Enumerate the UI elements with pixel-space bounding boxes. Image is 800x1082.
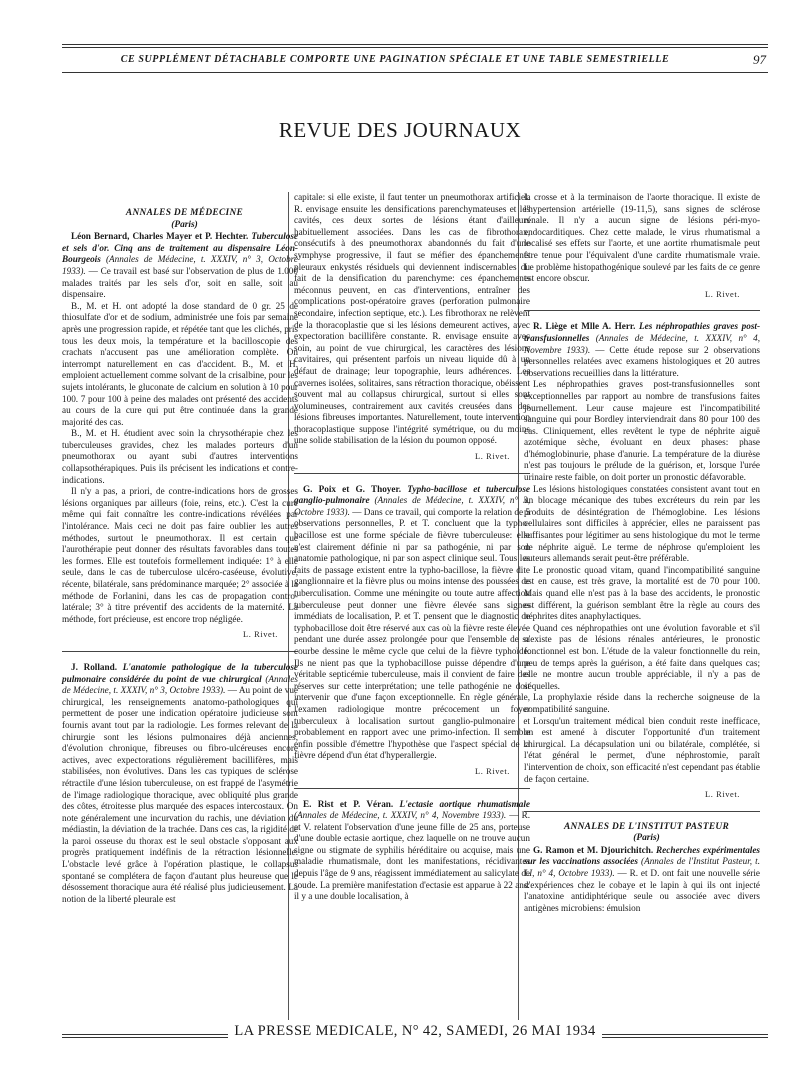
article-text: — Ce travail est basé sur l'observation de plus de 1.000 malades traités par les sels d'or, soit en salle, soit au dispensaire. xyxy=(62,265,298,300)
article-text: — Au point de vue chirurgical, les renseignements anatomo-pathologiques qui permettent de poser une indication opératoire judicieuse sont fournis avant tout par la radiologie. Les formes relevant de la chirurgie sont les lésions pulmonaires déjà anciennes, d'évolution chronique, fibreuses ou fibro-ulcéreuses encore actives, avec expectorations régulièrement bacillifères, mais stabilisées, non évolutives. Dans les cas typiques de sclérose rétractile d'une lésion tuberculeuse, on est frappé de l'asymétrie de l'image radiologique thoracique, avec obliquité plus grande des côtes, étroitesse plus marquée des espaces intercostaux. On note généralement une incurvation du rachis, une déviation du médiastin, la déviation de la trachée. Dans ces cas, la rigidité de la paroi osseuse du thorax est le seul obstacle s'opposant aux progrès pratiquement indéfinis de la rétraction lésionnelle. L'obstacle levé grâce à l'opération plastique, le collapsus spontané se complétera de façon d'autant plus heureuse que le désossement thoracique aura été réalisé plus judicieusement. La notion de la liberté pleurale est xyxy=(62,685,299,904)
page-header xyxy=(62,50,768,70)
article-continuation: la crosse et à la terminaison de l'aorte thoracique. Il existe de l'hypertension artérielle (19-11,5), sans signes de sclérose rénale. Il n'y a aucun signe de lésions péri-myo-endocarditiques. Chez cette malade, le virus rhumatismal a localisé ses effets sur l'aorte, et une aortite rhumatismale peut être tenue pour l'équivalent d'une cardite rhumatismale vraie. Le problème histopathogénique soulevé par les faits de ce genre est encore obscur. xyxy=(524,192,760,284)
journal-heading: ANNALES DE MÉDECINE xyxy=(125,208,244,218)
running-title: CE SUPPLÉMENT DÉTACHABLE COMPORTE UNE PAGINATION SPÉCIALE ET UNE TABLE SEMESTRIELLE xyxy=(120,54,670,65)
page-number: 97 xyxy=(753,52,766,67)
article-paragraph: Le pronostic quoad vitam, quand l'incompatibilité sanguine est en cause, est très grave, la mortalité est de 70 pour 100. Mais quand elle n'est pas à la base des accidents, le pronostic est différent, la guérison semblant être la règle au cours des néphrites dites anaphylactiques. xyxy=(524,564,760,622)
article-title: Typho-bacillose et tuberculose ganglio-pulmonaire xyxy=(294,483,531,506)
article-rolland xyxy=(62,662,298,905)
article-reference: (Annales de l'Institut Pasteur, t. LI, n° 4, Octobre 1933). xyxy=(524,856,761,879)
article-signature: L. Rivet. xyxy=(243,630,278,640)
article-signature: L. Rivet. xyxy=(475,452,510,462)
article-separator xyxy=(524,310,760,311)
top-rule-2 xyxy=(62,47,768,48)
article-reference: (Annales de Médecine, t. XXXIV, n° 4, Novembre 1933). xyxy=(524,332,760,355)
article-separator xyxy=(294,788,530,789)
article-paragraph: B., M. et H. étudient avec soin la chrysothérapie chez les tuberculeuses gravides, chez les malades porteurs d'un pneumothorax ou ayant subi d'autres interventions collapsothérapiques. Puis ils précisent les indications et contre-indications. xyxy=(62,428,298,485)
article-text: — Dans ce travail, qui comporte la relation de 5 observations personnelles, P. et T. concluent que la typho-bacillose est une forme spéciale de fièvre tuberculeuse: elle n'est clairement définie ni par sa pathogénie, ni par son anatomie pathologique, ni par son aspect clinique seul. Tous les faits de passage existent entre la typho-bacillose, la fièvre dite ganglionnaire et la fièvre plus ou moins intense des poussées de tuberculisation. Comme une méningite ou toute autre affection tuberculeuse peut donner une fièvre élevée sans signes immédiats de localisation, P. et T. pensent que le diagnostic de typhobacillose doit être réservé aux cas où la fièvre reste élevée pendant une durée assez prolongée pour que l'ensemble de sa courbe dessine le même cycle que celui de la fièvre typhoïde. Ils ne nient pas que la typhobacillose puisse dépendre d'une véritable septicémie tuberculeuse, mais il convient de faire des réserves sur cette interprétation; une telle pathogénie ne doit intervenir que d'une façon exceptionnelle. En règle générale, l'examen radiologique montre précocement un foyer tuberculeux à localisation surtout ganglio-pulmonaire et probablement en rapport avec une primo-infection. Il semble enfin possible d'émettre l'hypothèse que l'aspect spécial de la fièvre dépend d'un état d'hyperallergie. xyxy=(294,506,530,761)
page-footer xyxy=(62,1022,768,1046)
article-authors: R. Liège et Mlle A. Herr. xyxy=(533,321,636,332)
article-title: L'anatomie pathologique de la tuberculose pulmonaire considérée du point de vue chirurgical xyxy=(62,661,298,684)
article-title: Les néphropathies graves post-transfusionnelles xyxy=(524,321,761,343)
footer-text: LA PRESSE MEDICALE, N° 42, SAMEDI, 26 MAI 1934 xyxy=(228,1023,601,1039)
top-rule xyxy=(62,44,768,45)
column-2 xyxy=(294,192,530,903)
article-paragraph: Lorsqu'un traitement médical bien conduit reste inefficace, on est amené à discuter l'opportunité d'un traitement chirurgical. La décapsulation uni ou bilatérale, complétée, si l'état général le permet, d'une néphrostomie, paraît l'intervention de choix, son efficacité n'est cependant pas établie de façon certaine. xyxy=(524,715,760,784)
article-paragraph: Quand ces néphropathies ont une évolution favorable et s'il n'existe pas de lésions rénales antérieures, le pronostic fonctionnel est bon. L'étude de la valeur fonctionnelle du rein, peu de temps après la guérison, a été faite dans quelques cas; elle ne montre aucun trouble appréciable, il n'y a pas de séquelles. xyxy=(524,622,760,691)
article-text: — R. et V. relatent l'observation d'une jeune fille de 25 ans, porteuse d'une double ectasie aortique, chez laquelle on ne trouve aucun signe ou stigmate de syphilis héréditaire ou acquise, mais une maladie rhumatismale, dont les manifestations, récidivantes depuis l'âge de 9 ans, réagissent immédiatement au salicylate de soude. La première manifestation d'ectasie est apparue à 22 ans: il y a une double localisation, à xyxy=(294,810,530,902)
article-rist xyxy=(294,799,530,903)
section-title: REVUE DES JOURNAUX xyxy=(278,118,522,142)
footer-text-wrap xyxy=(62,1023,768,1040)
article-title: L'ectasie aortique rhumatismale xyxy=(399,798,530,809)
article-text: — Cette étude repose sur 2 observations personnelles relatées avec examens histologiques et 20 autres observations recueillies dans la littérature. xyxy=(524,344,760,378)
article-signature: L. Rivet. xyxy=(475,766,510,776)
article-reference: (Annales de Médecine, t. XXXIV, n° 3, Octobre 1933). xyxy=(294,495,531,517)
column-3 xyxy=(524,192,760,914)
article-paragraph: Il n'y a pas, a priori, de contre-indications hors de grosses lésions organiques par ailleurs (foie, reins, etc.). C'est la cure même qui fait connaître les contre-indications révélées par l'intolérance. Mais ceci ne doit pas faire oublier les autres méthodes, surtout le pneumothorax. Il est certain que l'aurothérapie peut donner des résultats favorables dans toutes les formes. Elle est toutefois formellement indiquée: 1° à elle seule, dans le cas de tuberculose ulcéro-caséeuse, évolutive, récente, bilatérale, sans prédominance marquée; 2° associée à la méthode de Forlanini, dans les cas de propagation contro-latérale; 3° à titre préventif des accidents de la maternité. La méthode, fort précieuse, est encore trop négligée. xyxy=(62,486,298,624)
article-bernard xyxy=(62,231,298,301)
article-poix xyxy=(294,484,530,762)
article-paragraph: La prophylaxie réside dans la recherche soigneuse de la compatibilité sanguine. xyxy=(524,692,760,714)
article-paragraph: Les néphropathies graves post-transfusionnelles sont exceptionnelles par rapport au nombre de transfusions faites journellement. Leur cause majeure est l'incompatibilité sanguine qui pour Bordley interviendrait dans 80 pour 100 des cas. Cliniquement, elles revêtent le type de néphrite aiguë azotémique sèche, évoluant en deux phases: phase d'hémoglobinurie, phase d'anurie. La température de la diurèse n'est pas toujours le prélude de la guérison, et, lorsque l'urée urinaire reste faible, on doit porter un pronostic défavorable. xyxy=(524,379,760,483)
article-liege xyxy=(524,321,760,379)
article-authors: G. Poix et G. Thoyer. xyxy=(303,483,402,494)
article-reference: (Annales de Médecine, t. XXXIV, n° 3, Octobre 1933). xyxy=(62,673,298,696)
article-paragraph: B., M. et H. ont adopté la dose standard de 0 gr. 25 de thiosulfate d'or et de sodium, administrée une fois par semaine après une progression rapide, et répétée tant que les clichés, pris tous les deux mois, la température et la bacilloscopie des crachats n'accusent pas une amélioration complète. On interrompt naturellement en cas d'accident. B., M. et H. emploient actuellement comme solvant de la crisalbine, pour les sujets intolérants, le gluconate de calcium en solution à 10 pour 100. 7 pour 100 à peine des malades ont présenté des accidents au cours de la cure qui put être continuée dans la grande majorité des cas. xyxy=(62,300,298,427)
article-reference: (Annales de Médecine, t. XXXIV, n° 4, Novembre 1933). xyxy=(294,810,507,821)
article-title: Recherches expérimentales sur les vaccinations associées xyxy=(524,844,761,867)
article-ramon xyxy=(524,845,760,915)
journal-city: (Paris) xyxy=(171,219,198,230)
article-authors: Léon Bernard, Charles Mayer et P. Hechter. xyxy=(71,231,249,242)
article-authors: J. Rolland. xyxy=(71,661,118,672)
article-continuation: capitale: si elle existe, il faut tenter un pneumothorax artificiel. R. envisage ensuite les densifications parenchymateuses et les cavités, ces deux sortes de lésions étant d'ailleurs habituellement associées. Dans les cas de fibrothorax, consécutifs à des pneumothorax abandonnés du fait d'une symphyse progressive, il faut se méfier des épanchements pleuraux enkystés résiduels qui deviennent indiscernables du fait de la densification du parenchyme: ces épanchements méconnus peuvent, en cas d'interventions, entraîner des complications post-opératoire graves (perforation pulmonaire secondaire, infection septique, etc.). Les fibrothorax ne relèvent de la thoracoplastie que si les lésions demeurent actives, avec expectoration bacillifère constante. R. envisage ensuite avec soin, au point de vue chirurgical, les caractères des lésions cavitaires, qui présentent parfois un niveau liquide dû à un défaut de drainage; leur topographie, leurs adhérences. Les cavernes isolées, solitaires, sans rétraction thoracique, obéissent souvent mal au collapsus chirurgical, surtout si elles sont volumineuses, contrairement aux cavités creusées dans des lésions fibreuses importantes. Naturellement, toute intervention thoracoplastique suppose l'intégrité symétrique, ou du moins une solide stabilisation de la lésion du poumon opposé. xyxy=(294,192,530,446)
journal-heading: ANNALES DE L'INSTITUT PASTEUR xyxy=(563,821,730,832)
article-reference: (Annales de Médecine, t. XXXIV, n° 3, Octobre 1933). xyxy=(62,254,298,276)
article-authors: G. Ramon et M. Djourichitch. xyxy=(533,844,654,855)
article-paragraph: Les lésions histologiques constatées consistent avant tout en un blocage mécanique des tubes excréteurs du rein par les produits de désintégration de l'hémoglobine. Les lésions cellulaires sont difficiles à apprécier, elles ne paraissent pas suffisantes pour légitimer au sens histologique du mot le terme de néphrite aiguë. Le terme de néphrose qu'emploient les auteurs allemands serait peut-être préférable. xyxy=(524,483,760,564)
article-separator xyxy=(62,651,298,652)
article-signature: L. Rivet. xyxy=(705,790,740,800)
journal-city: (Paris) xyxy=(633,833,660,844)
header-bottom-rule xyxy=(62,72,768,73)
article-text: — R. et D. ont fait une nouvelle série d'expériences chez le cobaye et le lapin à qui ils ont injecté l'anatoxine antidiphtérique seule ou associée avec divers antigènes microbiens: émulsion xyxy=(524,868,760,913)
article-title: Tuberculose et sels d'or. Cinq ans de traitement au dispensaire Léon-Bourgeois xyxy=(62,231,299,265)
article-separator xyxy=(294,473,530,474)
article-separator xyxy=(524,811,760,812)
article-authors: E. Rist et P. Véran. xyxy=(303,798,394,809)
article-signature: L. Rivet. xyxy=(705,289,740,299)
column-1 xyxy=(62,190,298,905)
